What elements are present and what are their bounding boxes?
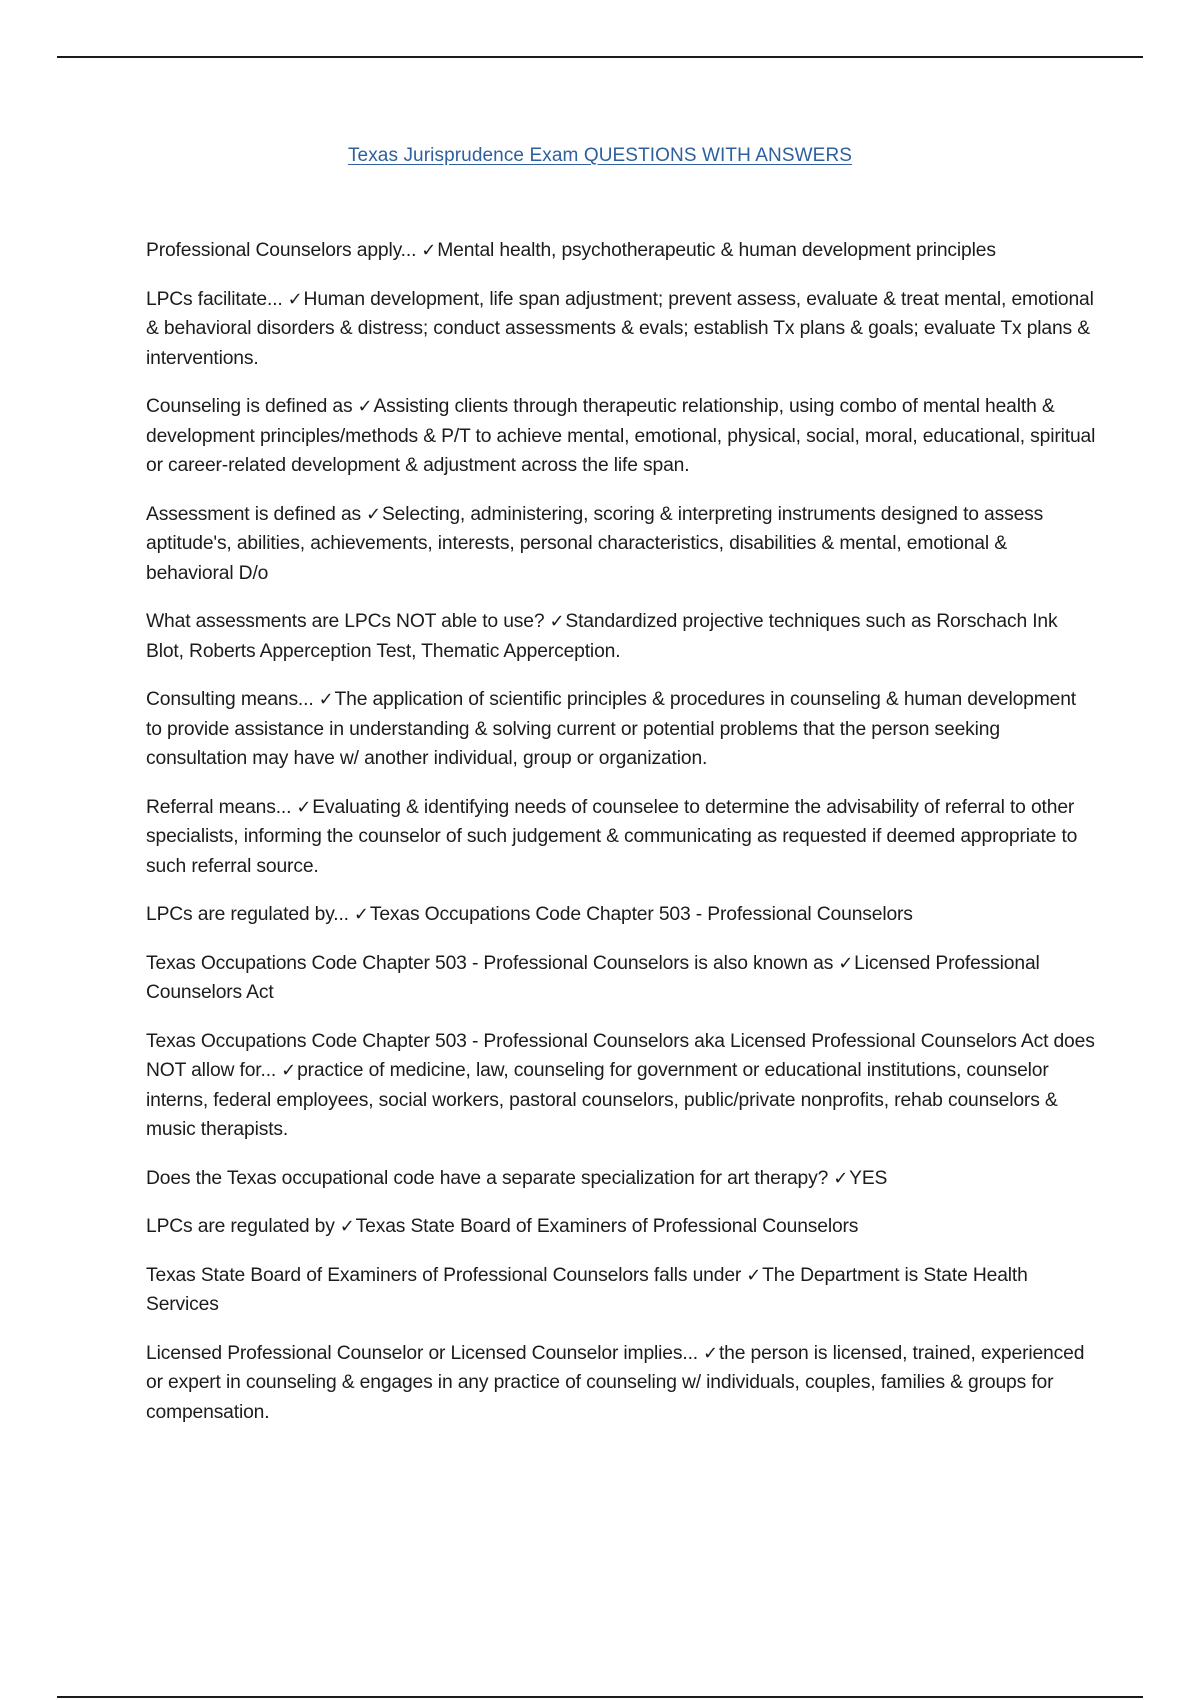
answer-text: Evaluating & identifying needs of counselee to determine the advisability of referral to other specialists, informing the counselor of such judgement & communicating as requested if deemed appropriate to such referral source. [146,796,1078,877]
qa-item [146,1339,1096,1428]
answer-text: The application of scientific principles & procedures in counseling & human development to provide assistance in understanding & solving current or potential problems that the person seeking consultation may have w/ another individual, group or organization. [146,689,1076,769]
question-text: Assessment is defined as [146,503,362,525]
qa-item [146,1261,1096,1320]
qa-item [146,685,1096,774]
question-text: Texas Occupations Code Chapter 503 - Professional Counselors aka Licensed Professional Counselors Act does NOT allow for... [146,1030,1095,1081]
title-block [0,145,1200,167]
bottom-rule [57,1696,1143,1698]
answer-text: Texas State Board of Examiners of Professional Counselors [355,1216,859,1237]
answer-text: practice of medicine, law, counseling for government or educational institutions, counselor interns, federal employees, social workers, pastoral counselors, public/private nonprofits, rehab counselors & music therapists. [146,1060,1058,1140]
qa-list [146,236,1096,1446]
question-text: Does the Texas occupational code have a separate specialization for art therapy? [146,1167,829,1189]
question-text: What assessments are LPCs NOT able to use? [146,611,545,632]
answer-text: The Department is State Health Services [146,1264,1028,1315]
qa-item [146,1164,1096,1194]
checkmark-icon: ✓ [339,1216,355,1237]
question-text: LPCs are regulated by... [146,904,349,925]
question-text: LPCs are regulated by [146,1216,335,1237]
qa-item [146,500,1096,589]
checkmark-icon: ✓ [357,396,373,417]
answer-text: Texas Occupations Code Chapter 503 - Professional Counselors [369,904,913,925]
qa-item [146,285,1096,374]
checkmark-icon: ✓ [703,1342,718,1364]
question-text: LPCs facilitate... [146,288,283,310]
qa-item [146,1027,1096,1145]
answer-text: Licensed Professional Counselors Act [146,952,1040,1003]
question-text: Referral means... [146,796,292,818]
answer-text: Selecting, administering, scoring & interpreting instruments designed to assess aptitude's, abilities, achievements, interests, personal characteristics, disabilities & mental, emotional & behavioral D/o [146,503,1044,584]
qa-item [146,236,1096,266]
checkmark-icon: ✓ [287,288,303,310]
checkmark-icon: ✓ [366,503,381,525]
qa-item [146,1212,1096,1242]
checkmark-icon: ✓ [296,796,312,818]
answer-text: YES [849,1167,888,1189]
qa-item [146,793,1096,882]
qa-item [146,949,1096,1008]
question-text: Texas State Board of Examiners of Professional Counselors falls under [146,1264,742,1286]
answer-text: Standardized projective techniques such as Rorschach Ink Blot, Roberts Apperception Test, Thematic Apperception. [146,611,1058,662]
qa-item [146,607,1096,666]
answer-text: the person is licensed, trained, experienced or expert in counseling & engages in any practice of counseling w/ individuals, couples, families & groups for compensation. [146,1342,1085,1423]
qa-item [146,392,1096,481]
question-text: Counseling is defined as [146,396,353,417]
document-title: Texas Jurisprudence Exam QUESTIONS WITH ANSWERS [347,145,853,166]
checkmark-icon: ✓ [746,1264,762,1286]
question-text: Professional Counselors apply... [146,240,417,261]
qa-item [146,900,1096,930]
checkmark-icon: ✓ [318,689,334,710]
checkmark-icon: ✓ [281,1060,297,1081]
checkmark-icon: ✓ [549,611,565,632]
question-text: Licensed Professional Counselor or Licensed Counselor implies... [146,1342,698,1364]
answer-text: Assisting clients through therapeutic relationship, using combo of mental health & development principles/methods & P/T to achieve mental, emotional, physical, social, moral, educational, spiritual or career-related development & adjustment across the life span. [146,396,1096,476]
checkmark-icon: ✓ [838,952,854,974]
question-text: Texas Occupations Code Chapter 503 - Professional Counselors is also known as [146,952,834,974]
top-rule [57,56,1143,58]
checkmark-icon: ✓ [353,904,369,925]
answer-text: Mental health, psychotherapeutic & human development principles [437,240,996,261]
checkmark-icon: ✓ [421,240,437,261]
question-text: Consulting means... [146,689,314,710]
answer-text: Human development, life span adjustment; prevent assess, evaluate & treat mental, emotional & behavioral disorders & distress; conduct assessments & evals; establish Tx plans & goals; evaluate Tx plans & interventions. [146,288,1094,369]
checkmark-icon: ✓ [833,1167,849,1189]
